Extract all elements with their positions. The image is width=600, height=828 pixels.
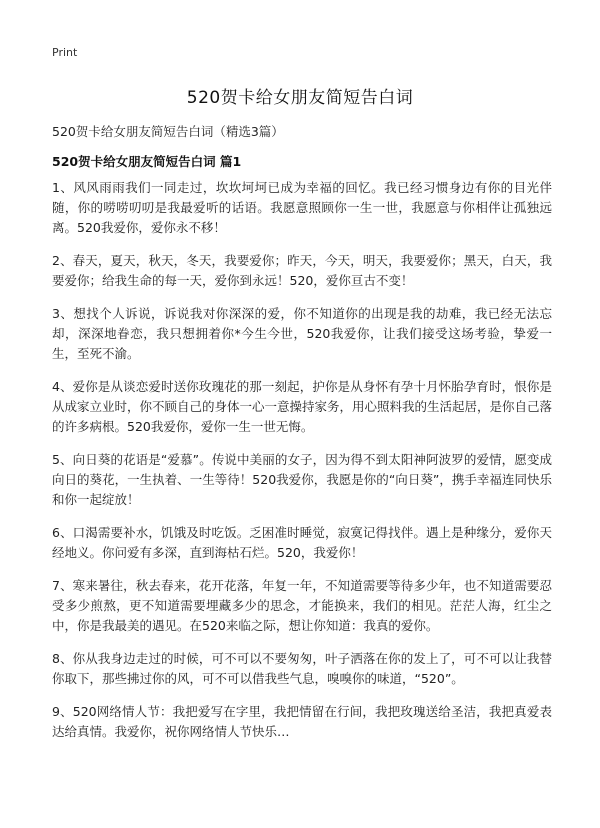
- section-heading: 520贺卡给女朋友简短告白词 篇1: [52, 154, 242, 169]
- print-label: Print: [52, 46, 78, 59]
- article-body: [52, 178, 552, 755]
- paragraph-1: 1、风风雨雨我们一同走过，坎坎坷坷已成为幸福的回忆。我已经习惯身边有你的目光伴随，你的唠唠叨叨是我最爱听的话语。我愿意照顾你一生一世，我愿意与你相伴让孤独远离。520我爱你，爱你永不移！: [52, 180, 552, 235]
- paragraph-6: 6、口渴需要补水，饥饿及时吃饭。乏困准时睡觉，寂寞记得找伴。遇上是种缘分，爱你天经地义。你问爱有多深，直到海枯石烂。520，我爱你！: [52, 525, 552, 560]
- paragraph-7: 7、寒来暑往，秋去春来，花开花落，年复一年，不知道需要等待多少年，也不知道需要忍受多少煎熬，更不知道需要埋藏多少的思念，才能换来，我们的相见。茫茫人海，红尘之中，你是我最美的遇见。在520来临之际，想让你知道：我真的爱你。: [52, 578, 552, 633]
- document-subtitle: 520贺卡给女朋友简短告白词（精选3篇）: [52, 124, 284, 139]
- paragraph-8: 8、你从我身边走过的时候，可不可以不要匆匆，叶子洒落在你的发上了，可不可以让我替你取下，那些拂过你的风，可不可以借我些气息，嗅嗅你的味道，“520”。: [52, 651, 552, 686]
- paragraph-4: 4、爱你是从谈恋爱时送你玫瑰花的那一刻起，护你是从身怀有孕十月怀胎孕育时，恨你是从成家立业时，你不顾自己的身体一心一意操持家务，用心照料我的生活起居，是你自己落的许多病根。520我爱你，爱你一生一世无悔。: [52, 379, 553, 434]
- paragraph-5: 5、向日葵的花语是“爱慕”。传说中美丽的女子，因为得不到太阳神阿波罗的爱情，愿变成向日的葵花，一生执着、一生等待！520我爱你，我愿是你的“向日葵”，携手幸福连同快乐和你一起绽放！: [52, 452, 552, 507]
- paragraph-3: 3、想找个人诉说，诉说我对你深深的爱，你不知道你的出现是我的劫难，我已经无法忘却，深深地眷恋，我只想拥着你*今生今世，520我爱你，让我们接受这场考验，挚爱一生，至死不渝。: [52, 306, 552, 361]
- paragraph-9: 9、520网络情人节：我把爱写在字里，我把情留在行间，我把玫瑰送给圣洁，我把真爱表达给真情。我爱你，祝你网络情人节快乐…: [52, 704, 552, 739]
- document-title: 520贺卡给女朋友简短告白词: [186, 88, 414, 108]
- paragraph-2: 2、春天，夏天，秋天，冬天，我要爱你；昨天，今天，明天，我要爱你；黑天，白天，我要爱你；给我生命的每一天，爱你到永远！520，爱你亘古不变！: [52, 253, 552, 288]
